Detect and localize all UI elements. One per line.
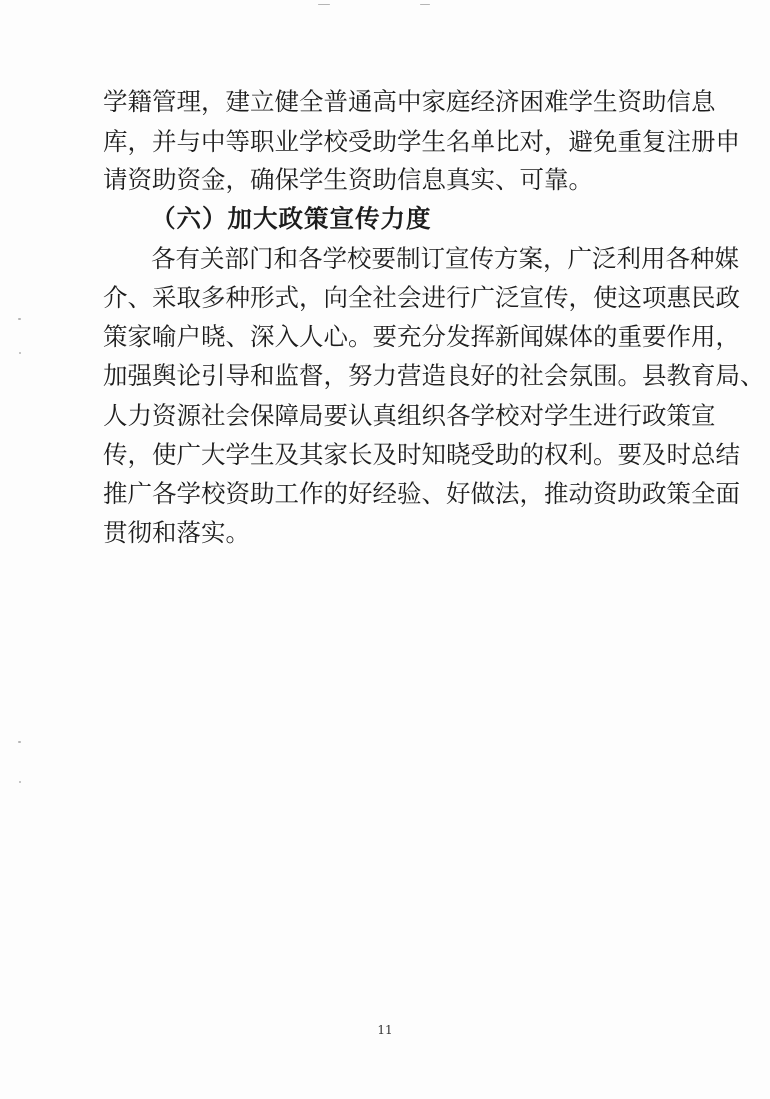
scan-mark (18, 741, 21, 743)
paragraph-line: 推广各学校资助工作的好经验、好做法，推动资助政策全面 (103, 479, 740, 508)
page-number: 11 (377, 1023, 393, 1037)
scan-mark (18, 318, 21, 320)
paragraph-line: 介、采取多种形式，向全社会进行广泛宣传，使这项惠民政 (103, 283, 740, 312)
paragraph-line: 库，并与中等职业学校受助学生名单比对，避免重复注册申 (103, 127, 740, 156)
paragraph-line: 策家喻户晓、深入人心。要充分发挥新闻媒体的重要作用， (103, 322, 740, 351)
paragraph-line: 加强舆论引导和监督，努力营造良好的社会氛围。县教育局、 (103, 361, 765, 390)
paragraph-line: 传，使广大学生及其家长及时知晓受助的权利。要及时总结 (103, 440, 740, 469)
paragraph-line: 贯彻和落实。 (103, 518, 250, 547)
paragraph-line: 学籍管理，建立健全普通高中家庭经济困难学生资助信息 (103, 87, 716, 116)
paragraph-line: 请资助资金，确保学生资助信息真实、可靠。 (103, 165, 593, 194)
section-heading: （六）加大政策宣传力度 (151, 204, 432, 233)
scan-mark (19, 352, 21, 354)
scan-mark (420, 4, 430, 5)
paragraph-line: 各有关部门和各学校要制订宣传方案，广泛利用各种媒 (151, 244, 739, 273)
scan-mark (19, 781, 21, 783)
scan-mark (318, 4, 330, 5)
paragraph-line: 人力资源社会保障局要认真组织各学校对学生进行政策宣 (103, 401, 716, 430)
